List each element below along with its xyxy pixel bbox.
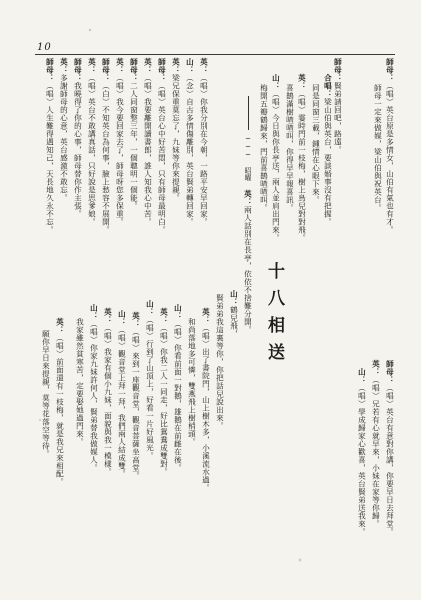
dialogue-text: （唱）英台不敢講真話，只好說是思爹娘。 — [87, 74, 97, 226]
dialogue-text: （唱）霎時門前一枝梅，樹上鳥兒對對飛。 — [297, 90, 307, 242]
text-column — [40, 330, 50, 458]
text-column — [228, 290, 238, 338]
text-column — [102, 308, 112, 476]
speaker-label: 英： — [371, 360, 381, 376]
dialogue-text: （白）不知英台為何事，臉上愁容不展開。 — [101, 82, 111, 234]
header-rule — [35, 54, 395, 55]
speaker-label: 師母： — [385, 58, 395, 82]
speaker-label: 英： — [59, 58, 69, 74]
speaker-label: 師母： — [101, 58, 111, 82]
dialogue-text: 鶴兒飛， — [229, 306, 239, 338]
dialogue-text: （唱）英台心中好苦悶，只有師母最明白。 — [157, 82, 167, 234]
text-column — [322, 74, 332, 226]
dialogue-text: 多謝師母的心意，英台感激不敢忘。 — [59, 74, 69, 202]
dialogue-text: （唱）人生難得遇知己，天長地久永不忘。 — [45, 82, 55, 234]
text-column — [100, 58, 110, 234]
text-column — [172, 304, 182, 472]
dialogue-text: （唱）今日與你長亭送，兩人並肩出門來。 — [271, 90, 281, 242]
dialogue-text: （唱）我今要回家去了，師母呀您多保重。 — [115, 74, 125, 226]
dialogue-text: 二人同窗整三年，一個聰明一個能。 — [129, 82, 139, 210]
dialogue-text: （唱）前面還有一枝梅，就是我兄來相配。 — [55, 334, 65, 486]
dialogue-text: （念）自古多情傷離別，英台賢弟轉回家。 — [185, 74, 195, 226]
dialogue-text: 願你早日來提親，莫等花落空等待。 — [41, 330, 51, 458]
speaker-label: 英： — [201, 308, 211, 324]
text-column — [258, 84, 268, 212]
text-column — [74, 318, 84, 446]
text-column — [170, 58, 180, 202]
text-column — [158, 308, 168, 476]
text-column — [356, 368, 366, 536]
text-column — [270, 74, 280, 242]
text-column — [310, 84, 320, 204]
dialogue-text: （唱）你我分別在今朝，一路平安早回家。 — [199, 74, 209, 226]
speaker-label: 合唱： — [323, 74, 333, 98]
text-column — [198, 58, 208, 226]
text-column — [156, 58, 166, 234]
speaker-label: 山： — [173, 304, 183, 320]
text-column — [296, 74, 306, 242]
text-column — [384, 58, 394, 234]
dialogue-text: （唱）你我二人一同走，好比鴛鴦成雙對。 — [159, 324, 169, 476]
dialogue-text: （唱）我要離開讀書郎，誰人知我心中苦。 — [143, 74, 153, 226]
dialogue-text: 賢弟請回吧，路遠。 — [333, 82, 343, 154]
dialogue-text: 梅開五瓣鶴歸來，門前喜鵲喳喳叫。 — [259, 84, 269, 212]
speaker-label: 山： — [229, 290, 239, 306]
speaker-label: 英： — [297, 74, 307, 90]
author-dash — [248, 96, 249, 130]
text-column — [72, 58, 82, 218]
dialogue-text: （唱）你看前面一對鵝，雄鵝在前雌在後。 — [173, 320, 183, 472]
text-column — [86, 58, 96, 226]
text-column — [332, 58, 342, 154]
text-column — [58, 58, 68, 202]
dialogue-text: 我家雖然貧寒苦，定要娶她過門來。 — [75, 318, 85, 446]
page-number: 10 — [37, 42, 52, 53]
dialogue-text: 賢弟弟我這裏等你，你把話兒說出來。 — [215, 294, 225, 430]
dialogue-text: 兩人話別在長亭，依依不捨難分開。 — [243, 206, 253, 334]
text-column — [184, 58, 194, 226]
dialogue-text: （唱）觀音堂上拜一拜，我們兩人結成雙。 — [117, 326, 127, 478]
dialogue-text: 梁兄保重莫忘了，九妹等你來提親。 — [171, 74, 181, 202]
text-column — [128, 58, 138, 210]
text-column — [54, 318, 64, 486]
text-column — [186, 318, 196, 446]
text-column — [242, 190, 252, 334]
speaker-label: 英： — [243, 190, 253, 206]
text-column — [214, 294, 224, 430]
dialogue-text: （唱）你家九妹許何人，賢弟替我做媒人。 — [89, 320, 99, 472]
speaker-label: 師母： — [385, 360, 395, 384]
speaker-label: 英： — [171, 58, 181, 74]
author-note: ─── 昭曜 — [244, 135, 252, 181]
speaker-label: 山： — [89, 304, 99, 320]
dialogue-text: （唱）出了書院門，山上樹木多，小溪流水過。 — [201, 324, 211, 492]
dialogue-text: （唱）兄若有心就早來，小妹在家等你歸。 — [371, 376, 381, 528]
speaker-label: 英： — [55, 318, 65, 334]
speaker-label: 師母： — [45, 58, 55, 82]
dialogue-text: （唱）英台有意對你講，你要早日去拜堂。 — [385, 384, 395, 536]
text-column — [142, 58, 152, 226]
dialogue-text: 和尚落地多可憐，雙燕飛上樹梢頭。 — [187, 318, 197, 446]
speaker-label: 山： — [185, 58, 195, 74]
dialogue-text: 我曉得了你的心事，師母替你作主張。 — [73, 82, 83, 218]
dialogue-text: 喜鵲滿樹喳喳叫，你得早早報喜訊。 — [285, 84, 295, 212]
dialogue-text: （唱）行到了山頂上，好看一片好風光。 — [145, 316, 155, 460]
speaker-label: 英： — [143, 58, 153, 74]
text-column — [284, 84, 294, 212]
text-column — [130, 312, 140, 480]
text-column — [144, 300, 154, 460]
speaker-label: 師母： — [157, 58, 167, 82]
dialogue-text: （唱）來到一座觀音堂，觀音菩薩坐高堂。 — [131, 328, 141, 480]
speaker-label: 英： — [199, 58, 209, 74]
speaker-label: 英： — [131, 312, 141, 328]
speaker-label: 英： — [103, 308, 113, 324]
dialogue-text: 梁山伯與英台，要談婚事沒有把握。 — [323, 98, 333, 226]
text-column — [88, 304, 98, 472]
dialogue-text: （唱）學成歸家心歡喜，英台賢弟送我來。 — [357, 384, 367, 536]
dialogue-text: 師母一定來做媒，梁山伯與祝英台。 — [373, 84, 383, 212]
text-column — [384, 360, 394, 536]
speaker-label: 英： — [159, 308, 169, 324]
dialogue-text: （唱）我家有個小九妹，面貌與我一模樣。 — [103, 324, 113, 476]
text-column — [372, 84, 382, 212]
text-column — [370, 360, 380, 528]
speaker-label: 英： — [115, 58, 125, 74]
text-column — [200, 308, 210, 492]
speaker-label: 山： — [357, 368, 367, 384]
speaker-label: 山： — [145, 300, 155, 316]
text-column — [114, 58, 124, 226]
speaker-label: 山： — [271, 74, 281, 90]
speaker-label: 山： — [117, 310, 127, 326]
speaker-label: 師母： — [333, 58, 343, 82]
speaker-label: 師母： — [129, 58, 139, 82]
speaker-label: 英： — [87, 58, 97, 74]
dialogue-text: 同是同窗三載，鍾情在心眼下來。 — [311, 84, 321, 204]
dialogue-text: （唱）英台原是多情女，山伯有氣也有才。 — [385, 82, 395, 234]
speaker-label: 師母： — [73, 58, 83, 82]
text-column — [116, 310, 126, 478]
section-title: 十八相送 — [264, 262, 284, 370]
text-column — [44, 58, 54, 234]
